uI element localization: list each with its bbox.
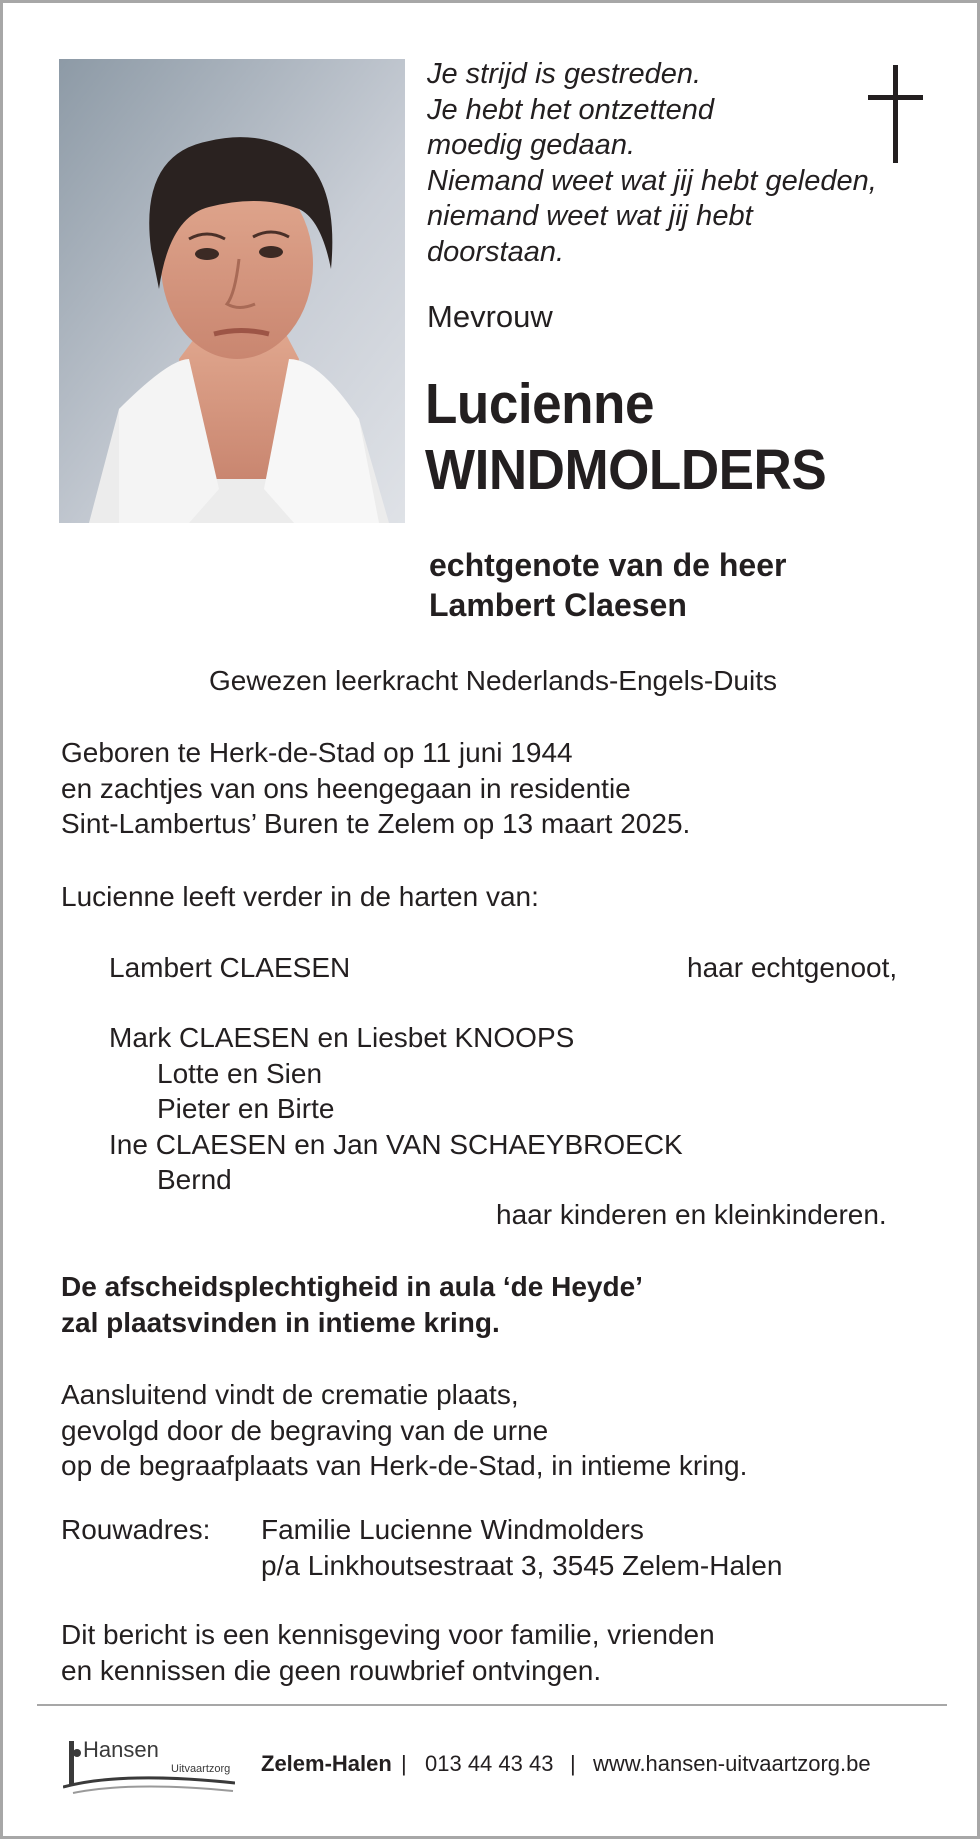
last-name: WINDMOLDERS bbox=[425, 438, 827, 502]
family-child: Ine CLAESEN en Jan VAN SCHAEYBROECK bbox=[109, 1129, 683, 1160]
poem-line: Niemand weet wat jij hebt geleden, bbox=[427, 164, 877, 197]
hansen-logo-icon bbox=[63, 1731, 235, 1797]
profession: Gewezen leerkracht Nederlands-Engels-Duits bbox=[208, 665, 778, 696]
first-name: Lucienne bbox=[425, 372, 654, 436]
poem-line: Je hebt het ontzettend bbox=[427, 93, 714, 126]
logo-name: Hansen bbox=[83, 1737, 159, 1762]
family-child: Mark CLAESEN en Liesbet KNOOPS bbox=[109, 1022, 575, 1053]
footer-website-link[interactable]: www.hansen-uitvaartzorg.be bbox=[593, 1751, 871, 1776]
footer-divider bbox=[37, 1704, 947, 1706]
family-grandchildren: Bernd bbox=[157, 1164, 232, 1195]
family-grandchildren: Lotte en Sien bbox=[157, 1058, 323, 1089]
spouse-line: echtgenote van de heer bbox=[429, 547, 787, 583]
spouse-relation: haar echtgenoot, bbox=[687, 952, 898, 983]
spouse-name: Lambert CLAESEN bbox=[109, 952, 351, 983]
poem-line: doorstaan. bbox=[427, 235, 565, 268]
text-line: gevolgd door de begraving van de urne bbox=[61, 1414, 549, 1446]
footer-separator: | bbox=[570, 1751, 576, 1776]
spouse-of bbox=[429, 545, 786, 625]
birth-death-info bbox=[61, 735, 690, 842]
poem-line: Je strijd is gestreden. bbox=[427, 58, 702, 90]
footer-location: Zelem-Halen bbox=[261, 1751, 392, 1776]
closing-note bbox=[61, 1617, 715, 1688]
family-grandchildren: Pieter en Birte bbox=[157, 1093, 335, 1124]
text-line: en zachtjes van ons heengegaan in residentie bbox=[61, 772, 631, 804]
family-relation: haar kinderen en kleinkinderen. bbox=[496, 1199, 887, 1230]
text-line: op de begraafplaats van Herk-de-Stad, in intieme kring. bbox=[61, 1450, 748, 1481]
text-line: Geboren te Herk-de-Stad op 11 juni 1944 bbox=[61, 737, 573, 768]
address-label: Rouwadres: bbox=[61, 1514, 211, 1545]
text-line: Aansluitend vindt de crematie plaats, bbox=[61, 1379, 519, 1410]
text-line: Dit bericht is een kennisgeving voor familie, vrienden bbox=[61, 1619, 715, 1650]
cross-icon bbox=[868, 65, 928, 163]
poem bbox=[427, 57, 877, 270]
text-line: De afscheidsplechtigheid in aula ‘de Heyde’ bbox=[61, 1271, 643, 1302]
footer-separator: | bbox=[401, 1751, 407, 1776]
address-block bbox=[261, 1512, 782, 1583]
portrait-photo bbox=[59, 59, 405, 523]
footer-phone[interactable]: 013 44 43 43 bbox=[425, 1751, 554, 1776]
lives-on-heading: Lucienne leeft verder in de harten van: bbox=[61, 881, 539, 912]
logo-subtitle: Uitvaartzorg bbox=[171, 1763, 231, 1775]
deceased-name bbox=[425, 371, 826, 503]
text-line: en kennissen die geen rouwbrief ontvingen. bbox=[61, 1654, 602, 1686]
text-line: Sint-Lambertus’ Buren te Zelem op 13 maart 2025. bbox=[61, 808, 691, 839]
poem-line: moedig gedaan. bbox=[427, 129, 635, 161]
honorific: Mevrouw bbox=[427, 299, 553, 334]
ceremony-info bbox=[61, 1269, 643, 1340]
poem-line: niemand weet wat jij hebt bbox=[427, 200, 753, 232]
address-line: Familie Lucienne Windmolders bbox=[261, 1514, 644, 1545]
spouse-line: Lambert Claesen bbox=[429, 587, 687, 623]
cremation-info bbox=[61, 1377, 747, 1484]
address-line: p/a Linkhoutsestraat 3, 3545 Zelem-Halen bbox=[261, 1549, 783, 1581]
text-line: zal plaatsvinden in intieme kring. bbox=[61, 1306, 500, 1338]
